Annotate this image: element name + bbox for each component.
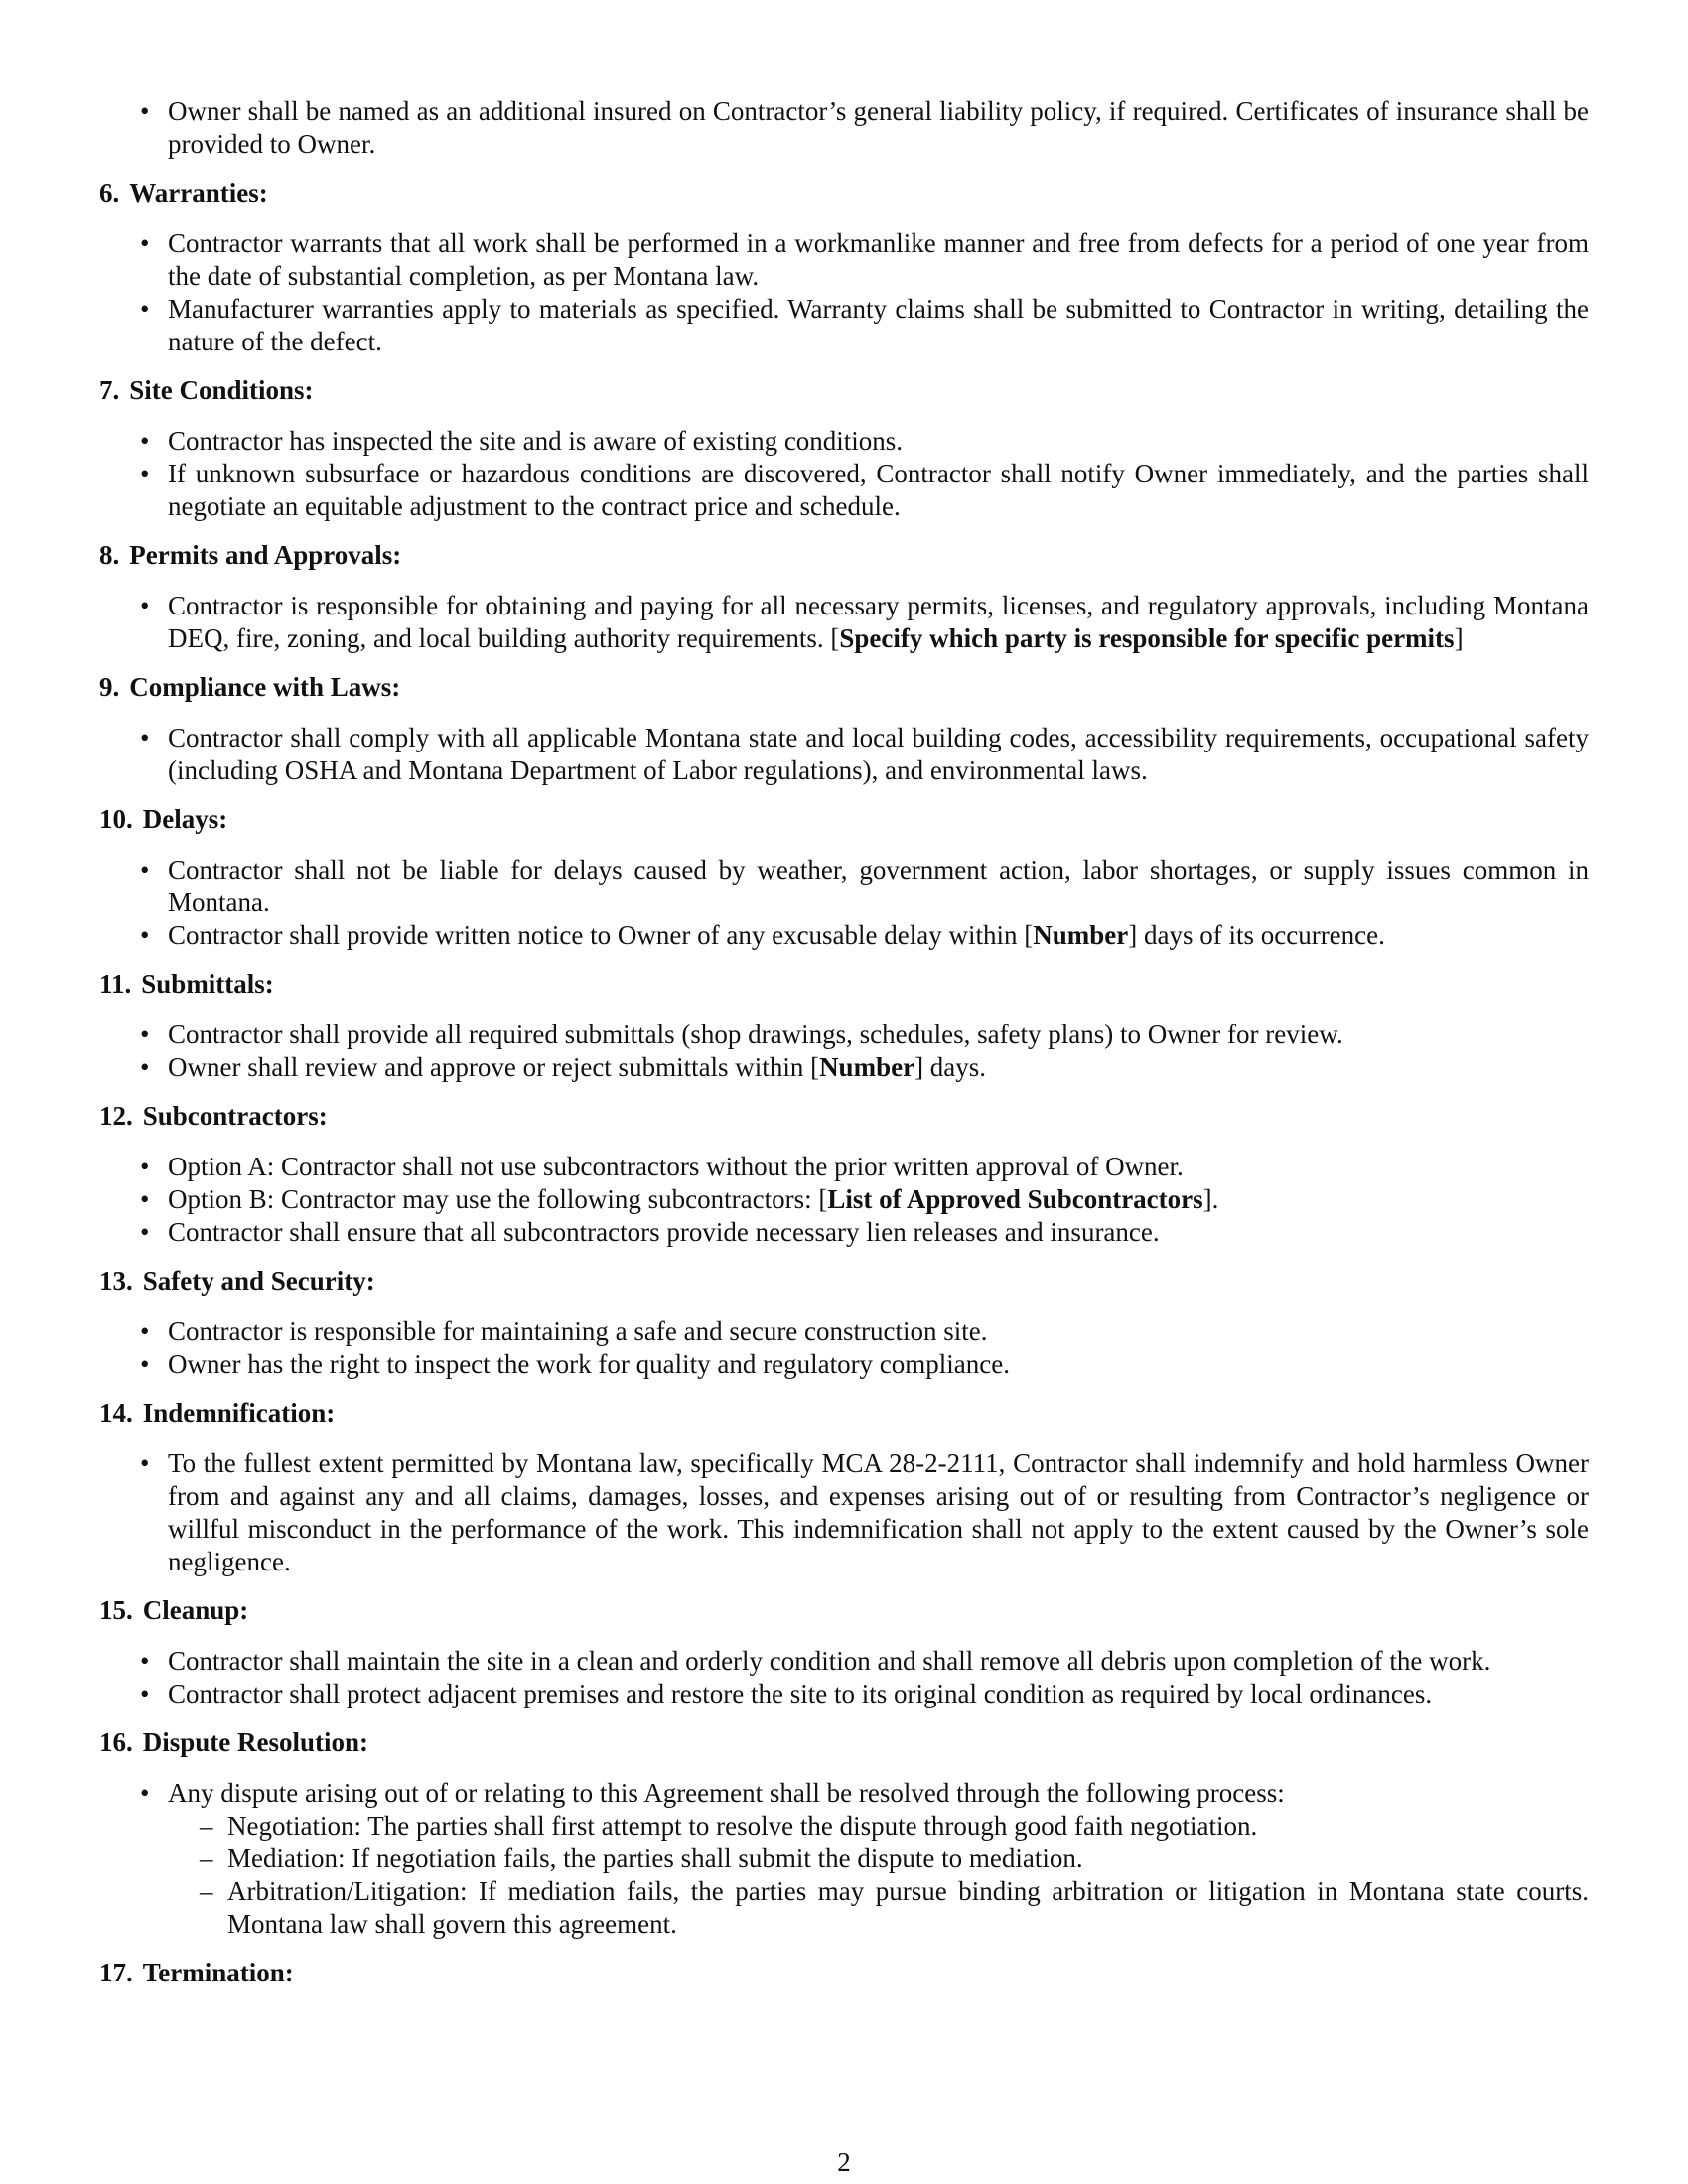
sub-bullet-item: – Mediation: If negotiation fails, the parties shall submit the dispute to mediation.	[99, 1843, 1589, 1875]
section-number: 11.	[99, 969, 132, 999]
section-13	[99, 1265, 1589, 1381]
bullet-text: Any dispute arising out of or relating to this Agreement shall be resolved through the following process:	[168, 1778, 1285, 1808]
bullet-item	[99, 919, 1589, 952]
bullet-text: Contractor is responsible for obtaining and paying for all necessary permits, licenses, and regulatory approvals, including Montana DEQ, fire, zoning, and local building authority requirements.	[168, 591, 1589, 653]
bullet-list	[99, 722, 1589, 787]
bullet-text: Contractor warrants that all work shall be performed in a workmanlike manner and free from defects for a period of one year from the date of substantial completion, as per Montana law.	[168, 228, 1589, 291]
bullet-list	[99, 1151, 1589, 1249]
bullet-item	[99, 1348, 1589, 1381]
bullet-text: Contractor shall comply with all applicable Montana state and local building codes, accessibility requirements, occupational safety (including OSHA and Montana Department of Labor regulations), and environmental laws.	[168, 723, 1589, 785]
bullet-text: Contractor shall protect adjacent premises and restore the site to its original condition as required by local ordinances.	[168, 1679, 1433, 1708]
section-title: Termination:	[142, 1958, 294, 1987]
bullet-list	[99, 1019, 1589, 1084]
section-heading	[99, 1265, 1589, 1297]
section-title: Delays:	[142, 804, 228, 834]
bullet-item	[99, 1183, 1589, 1216]
bullet-text: Contractor shall maintain the site in a clean and orderly condition and shall remove all debris upon completion of the work.	[168, 1646, 1491, 1676]
section-title: Safety and Security:	[142, 1266, 375, 1296]
section-15	[99, 1594, 1589, 1710]
page-number: 2	[837, 2147, 851, 2177]
bullet-text: Contractor shall not be liable for delays caused by weather, government action, labor shortages, or supply issues common in Montana.	[168, 855, 1589, 917]
bullet-list	[99, 227, 1589, 358]
section-title: Warranties:	[129, 178, 268, 207]
section-9	[99, 671, 1589, 787]
section-title: Site Conditions:	[129, 375, 314, 405]
section-heading	[99, 1100, 1589, 1133]
bullet-text: Owner shall be named as an additional insured on Contractor’s general liability policy, if required. Certificates of insurance shall be provided to Owner.	[168, 96, 1589, 159]
section-8	[99, 539, 1589, 655]
bullet-list	[99, 425, 1589, 523]
sub-bullet-item: – Negotiation: The parties shall first attempt to resolve the dispute through good faith negotiation.	[99, 1810, 1589, 1843]
bullet-text: ]	[1454, 623, 1464, 653]
bullet-item	[99, 1019, 1589, 1051]
bold-placeholder-text: List of Approved Subcontractors	[827, 1184, 1203, 1214]
bullet-item	[99, 95, 1589, 161]
section-17	[99, 1957, 1589, 1989]
section-number: 8.	[99, 540, 120, 570]
bullet-text: ] days of its occurrence.	[1128, 920, 1385, 950]
bullet-list	[99, 1315, 1589, 1381]
bullet-text: Contractor shall ensure that all subcontractors provide necessary lien releases and insurance.	[168, 1217, 1160, 1247]
bullet-text: To the fullest extent permitted by Montana law, specifically MCA 28-2-2111, Contractor shall indemnify and hold harmless Owner from and against any and all claims, damages, losses, and expenses arising out of or resulting from Contractor’s negligence or willful misconduct in the performance of the work. This indemnification shall not apply to the extent caused by the Owner’s sole negligence.	[168, 1448, 1589, 1576]
section-6	[99, 177, 1589, 358]
bullet-item	[99, 1447, 1589, 1578]
section-14	[99, 1397, 1589, 1578]
section-number: 15.	[99, 1595, 133, 1625]
document-page	[99, 95, 1589, 2007]
bullet-item	[99, 425, 1589, 458]
section-title: Permits and Approvals:	[129, 540, 402, 570]
bullet-text: Owner shall review and approve or reject submittals within [	[168, 1052, 820, 1082]
bullet-text: Option A: Contractor shall not use subcontractors without the prior written approval of Owner.	[168, 1152, 1184, 1181]
bullet-item	[99, 1051, 1589, 1084]
bullet-item	[99, 1216, 1589, 1249]
section-heading	[99, 1594, 1589, 1627]
bullet-text: Manufacturer warranties apply to materials as specified. Warranty claims shall be submitted to Contractor in writing, detailing the nature of the defect.	[168, 294, 1589, 356]
section-16	[99, 1726, 1589, 1941]
section-heading	[99, 968, 1589, 1001]
section-heading	[99, 177, 1589, 209]
section-number: 6.	[99, 178, 120, 207]
section-number: 16.	[99, 1727, 133, 1757]
bullet-list	[99, 1447, 1589, 1578]
section-heading	[99, 803, 1589, 836]
section-title: Subcontractors:	[142, 1101, 328, 1131]
section-title: Indemnification:	[142, 1398, 336, 1428]
section-number: 13.	[99, 1266, 133, 1296]
bullet-item	[99, 590, 1589, 655]
bullet-text: Contractor shall provide all required submittals (shop drawings, schedules, safety plans) to Owner for review.	[168, 1020, 1343, 1049]
section-title: Submittals:	[141, 969, 274, 999]
bullet-item	[99, 1645, 1589, 1678]
bullet-list	[99, 854, 1589, 952]
section-number: 9.	[99, 672, 120, 702]
bullet-text: Owner has the right to inspect the work for quality and regulatory compliance.	[168, 1349, 1010, 1379]
bullet-text: [	[830, 623, 840, 653]
section-10	[99, 803, 1589, 952]
bullet-item	[99, 1315, 1589, 1348]
section-title: Compliance with Laws:	[129, 672, 401, 702]
section-number: 10.	[99, 804, 133, 834]
bullet-item	[99, 1151, 1589, 1183]
section-heading	[99, 539, 1589, 572]
section-title: Dispute Resolution:	[142, 1727, 369, 1757]
bullet-text: Contractor shall provide written notice to Owner of any excusable delay within [	[168, 920, 1034, 950]
bold-placeholder-text: Specify which party is responsible for specific permits	[839, 623, 1455, 653]
bullet-item	[99, 293, 1589, 358]
section-heading	[99, 1397, 1589, 1430]
bullet-list	[99, 590, 1589, 655]
section-number: 7.	[99, 375, 120, 405]
bullet-text: Contractor is responsible for maintaining a safe and secure construction site.	[168, 1316, 988, 1346]
section-title: Cleanup:	[142, 1595, 249, 1625]
section-number: 12.	[99, 1101, 133, 1131]
sub-bullet-item: – Arbitration/Litigation: If mediation fails, the parties may pursue binding arbitration or litigation in Montana state courts. Montana law shall govern this agreement.	[99, 1875, 1589, 1941]
bullet-list	[99, 1645, 1589, 1710]
sections-container	[99, 177, 1589, 1989]
bold-placeholder-text: Number	[1033, 920, 1129, 950]
bullet-item	[99, 1777, 1589, 1810]
bullet-item	[99, 227, 1589, 293]
section-11	[99, 968, 1589, 1084]
section-number: 14.	[99, 1398, 133, 1428]
bullet-item	[99, 854, 1589, 919]
section-12	[99, 1100, 1589, 1249]
section-heading	[99, 1957, 1589, 1989]
bullet-text: If unknown subsurface or hazardous conditions are discovered, Contractor shall notify Owner immediately, and the parties shall negotiate an equitable adjustment to the contract price and schedule.	[168, 459, 1589, 521]
bullet-list	[99, 1777, 1589, 1941]
bullet-item	[99, 722, 1589, 787]
section-heading	[99, 374, 1589, 407]
bold-placeholder-text: Number	[819, 1052, 915, 1082]
sub-bullet-list	[99, 1810, 1589, 1941]
bullet-text: ] days.	[914, 1052, 987, 1082]
bullet-text: Contractor has inspected the site and is aware of existing conditions.	[168, 426, 904, 456]
bullet-text: Option B: Contractor may use the following subcontractors: [	[168, 1184, 828, 1214]
bullet-item	[99, 1678, 1589, 1710]
section-7	[99, 374, 1589, 523]
intro-bullet-list	[99, 95, 1589, 161]
bullet-text: ].	[1202, 1184, 1219, 1214]
section-heading	[99, 1726, 1589, 1759]
bullet-item	[99, 458, 1589, 523]
section-number: 17.	[99, 1958, 133, 1987]
section-heading	[99, 671, 1589, 704]
